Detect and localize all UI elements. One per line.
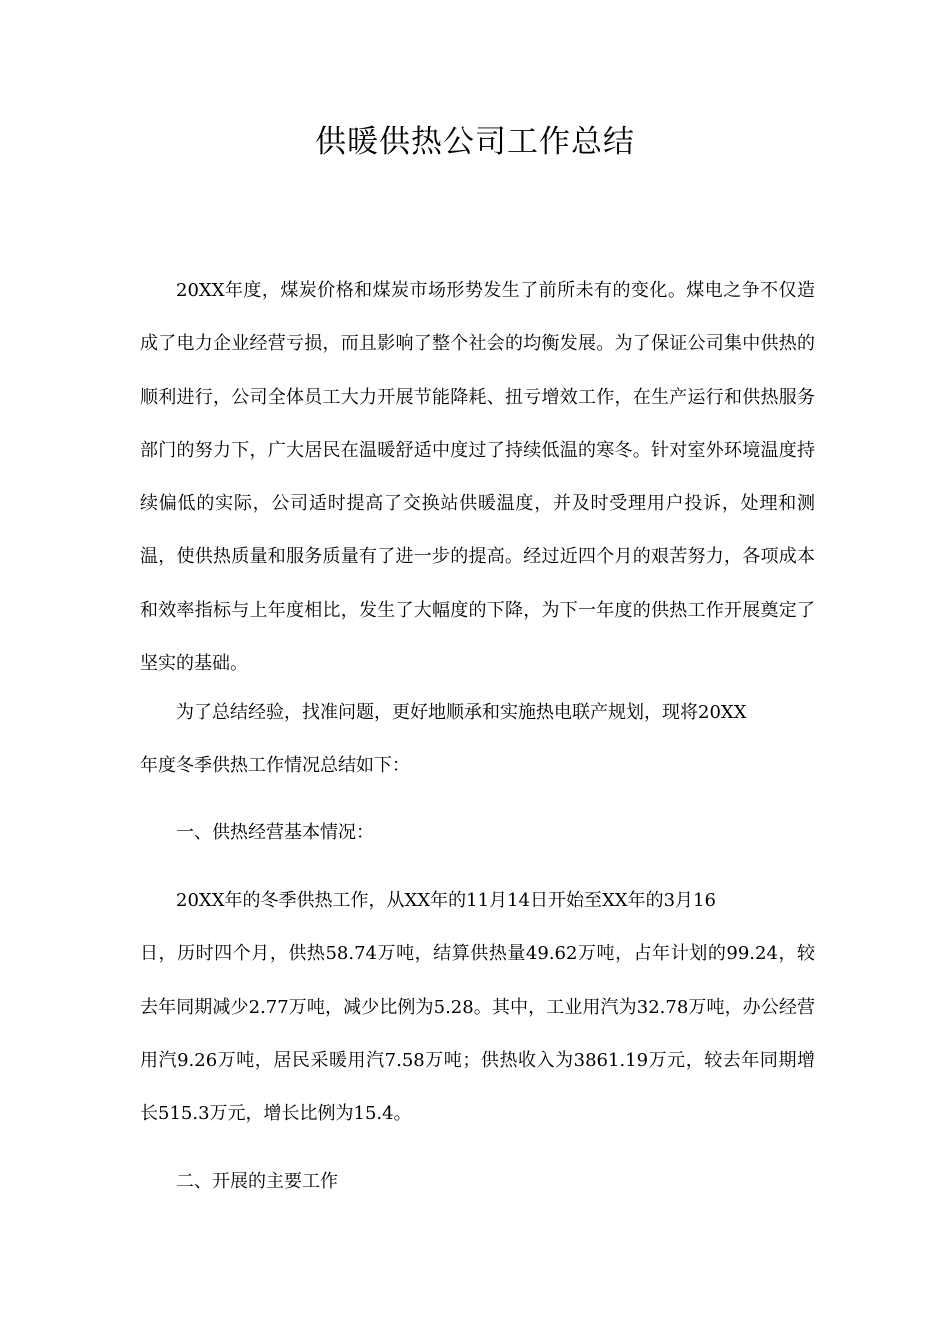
paragraph-annual-overview: 20XX年度，煤炭价格和煤炭市场形势发生了前所未有的变化。煤电之争不仅造成了电力企业经营亏损，而且影响了整个社会的均衡发展。为了保证公司集中供热的顺利进行，公司全体员工大力开展节能降耗、扭亏增效工作，在生产运行和供热服务部门的努力下，广大居民在温暖舒适中度过了持续低温的寒冬。针对室外环境温度持续偏低的实际，公司适时提高了交换站供暖温度，并及时受理用户投诉，处理和测温，使供热质量和服务质量有了进一步的提高。经过近四个月的艰苦努力，各项成本和效率指标与上年度相比，发生了大幅度的下降，为下一年度的供热工作开展奠定了坚实的基础。 bbox=[140, 280, 815, 675]
paragraph-heating-statistics bbox=[140, 874, 815, 1140]
heating-statistics-rest: 日，历时四个月，供热58.74万吨，结算供热量49.62万吨，占年计划的99.24，较去年同期减少2.77万吨，减少比例为5.28。其中，工业用汽为32.78万吨，办公经营用汽9.26万吨，居民采暖用汽7.58万吨；供热收入为3861.19万元，较去年同期增长515.3万元，增长比例为15.4。 bbox=[140, 943, 815, 1125]
section-heading-main-work: 二、开展的主要工作 bbox=[176, 1171, 338, 1192]
summary-intro-line-2: 年度冬季供热工作情况总结如下： bbox=[140, 755, 410, 777]
heating-statistics-line-1: 20XX年的冬季供热工作，从XX年的11月14日开始至XX年的3月16 bbox=[176, 890, 716, 911]
document-title: 供暖供热公司工作总结 bbox=[315, 124, 635, 160]
summary-intro-line-1: 为了总结经验，找准问题，更好地顺承和实施热电联产规划，现将20XX bbox=[176, 702, 747, 723]
paragraph-summary-intro bbox=[140, 686, 815, 793]
section-heading-basic-situation: 一、供热经营基本情况： bbox=[176, 822, 374, 843]
